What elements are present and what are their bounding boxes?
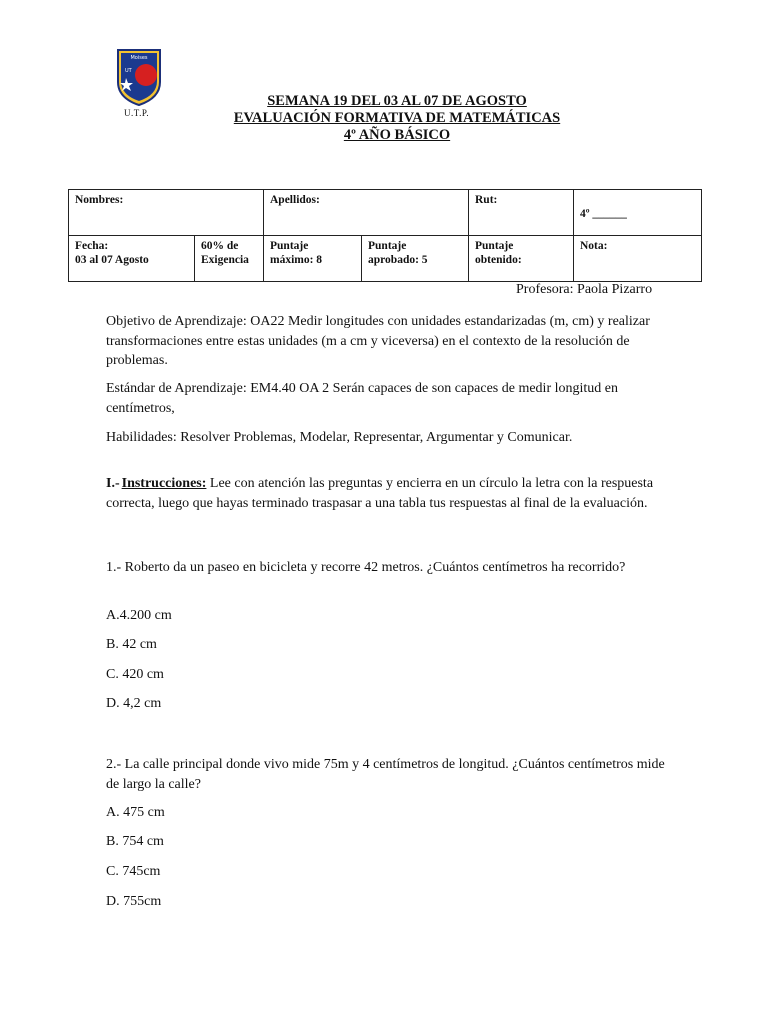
svg-text:UT: UT [125,68,132,74]
question-1-option-d[interactable]: D. 4,2 cm [106,696,162,711]
learning-standard: Estándar de Aprendizaje: EM4.40 OA 2 Serán capaces de son capaces de medir longitud en centímetros, [106,381,618,416]
svg-text:Moises: Moises [130,55,148,61]
fecha-cell: Fecha: 03 al 07 Agosto [69,236,195,282]
heading-evaluation: EVALUACIÓN FORMATIVA DE MATEMÁTICAS [233,110,561,126]
question-2-option-a[interactable]: A. 475 cm [106,805,165,820]
question-1-option-a[interactable]: A.4.200 cm [106,608,172,623]
instructions: I.- Instrucciones: Lee con atención las preguntas y encierra en un círculo la letra con la respuesta correcta, luego que hayas terminado traspasar a una tabla tus respuestas al final de la evaluación. [106,476,654,511]
question-2-option-c[interactable]: C. 745cm [106,864,161,879]
puntaje-aprobado-cell: Puntaje aprobado: 5 [362,236,469,282]
heading-week: SEMANA 19 DEL 03 AL 07 DE AGOSTO [267,93,527,109]
utp-label: U.T.P. [124,108,150,118]
heading-grade: 4º AÑO BÁSICO [343,127,451,143]
puntaje-maximo-cell: Puntaje máximo: 8 [264,236,362,282]
question-2-option-d[interactable]: D. 755cm [106,894,162,909]
puntaje-obtenido-cell[interactable]: Puntaje obtenido: [469,236,574,282]
curso-cell[interactable]: 4º ______ [574,190,702,236]
teacher-name: Profesora: Paola Pizarro [516,282,653,297]
question-2-option-b[interactable]: B. 754 cm [106,834,164,849]
question-1: 1.- Roberto da un paseo en bicicleta y recorre 42 metros. ¿Cuántos centímetros ha recorrido? [106,560,626,575]
nota-cell[interactable]: Nota: [574,236,702,282]
question-2: 2.- La calle principal donde vivo mide 75m y 4 centímetros de longitud. ¿Cuántos centímetros mide de largo la calle? [106,757,665,792]
nombres-cell[interactable]: Nombres: [69,190,264,236]
learning-objective: Objetivo de Aprendizaje: OA22 Medir longitudes con unidades estandarizadas (m, cm) y realizar transformaciones entre estas unidades (m a cm y viceversa) en el contexto de la resolución de problemas. [106,314,650,368]
student-info-table [68,189,702,282]
skills: Habilidades: Resolver Problemas, Modelar, Representar, Argumentar y Comunicar. [106,430,573,445]
question-1-option-c[interactable]: C. 420 cm [106,667,164,682]
rut-cell[interactable]: Rut: [469,190,574,236]
apellidos-cell[interactable]: Apellidos: [264,190,469,236]
exigencia-cell: 60% de Exigencia [195,236,264,282]
question-1-option-b[interactable]: B. 42 cm [106,637,157,652]
